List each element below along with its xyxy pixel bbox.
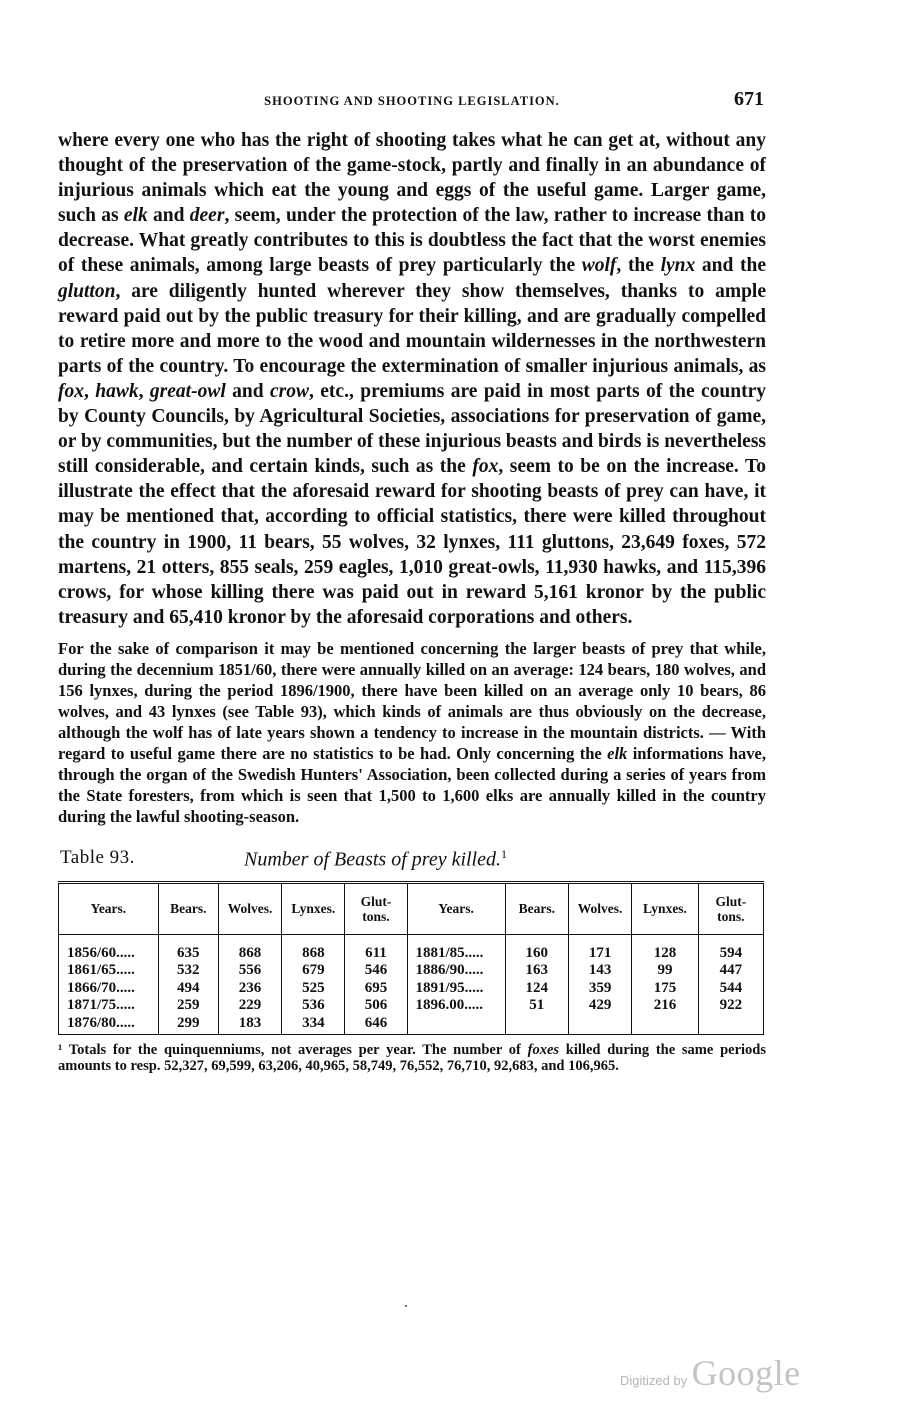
table-cell: 1866/70.....: [59, 980, 159, 998]
table-label: Table 93.: [60, 846, 135, 868]
text-run: ,: [84, 380, 96, 402]
footnote: [58, 1043, 766, 1074]
table-cell: 334: [282, 1015, 345, 1035]
table-cell: 1881/85.....: [407, 945, 505, 963]
italic-term: elk: [607, 743, 628, 763]
table-cell: 868: [218, 945, 281, 963]
table-cell: 160: [505, 945, 568, 963]
italic-term: great-owl: [149, 380, 226, 402]
table-cell: [568, 1015, 631, 1035]
table-title: [244, 847, 507, 872]
table-cell: 183: [218, 1015, 281, 1035]
column-header: Bears.: [505, 882, 568, 934]
text-run: For the sake of comparison it may be mentioned concerning the larger beasts of prey that while, during the decennium 1851/60, there were annually killed on an average: 124 bears, 180 wolves, and 156 lynxes, during the period 1896/1900, there have been killed on an average only 10 bears, 86 wolves, and 43 lynxes (see Table 93), which kinds of animals are thus obviously on the decrease, although the wolf has of late years shown a tendency to increase in the mountain districts. — With regard to useful game there are no statistics to be had. Only concerning the: [58, 638, 771, 763]
table-cell: 594: [698, 945, 763, 963]
table-cell: 1886/90.....: [407, 962, 505, 980]
column-header: Years.: [59, 882, 159, 934]
italic-term: deer: [189, 205, 225, 227]
italic-term: elk: [123, 205, 148, 227]
italic-term: lynx: [660, 255, 696, 277]
column-header: Bears.: [158, 882, 218, 934]
italic-term: fox: [58, 380, 84, 402]
text-run: where every one who has the right of shooting takes what he can get at, without any thought of the preservation of the game-stock, partly and finally in an abundance of injurious animals which eat the young and eggs of the useful game. Larger game, such as: [58, 130, 771, 227]
page-number: 671: [734, 88, 764, 110]
table-cell: [407, 1015, 505, 1035]
table-cell: 646: [345, 1015, 407, 1035]
text-run: and the: [695, 255, 771, 277]
table-cell: 679: [282, 962, 345, 980]
comparison-paragraph: [58, 638, 771, 827]
text-run: ,: [138, 380, 150, 402]
text-run: informations have, through the organ of the Swedish Hunters' Association, been collected during a series of years from the State foresters, from which is seen that 1,500 to 1,600 elks are annually killed in the country during the lawful shooting-season.: [58, 743, 771, 826]
running-title: SHOOTING AND SHOOTING LEGISLATION.: [264, 94, 560, 108]
table-cell: 299: [158, 1015, 218, 1035]
watermark-prefix: Digitized by: [620, 1373, 688, 1388]
table-cell: 51: [505, 997, 568, 1015]
table-cell: 536: [282, 997, 345, 1015]
text-run: killed during the same periods amounts to resp. 52,327, 69,599, 63,206, 40,965, 58,749, 76,552, 76,710, 92,683, and 106,965.: [58, 1042, 766, 1074]
table-title-footnote-mark: 1: [501, 846, 507, 861]
table-cell: 447: [698, 962, 763, 980]
table-cell: 1876/80.....: [59, 1015, 159, 1035]
table-cell: 171: [568, 945, 631, 963]
table-cell: 175: [632, 980, 698, 998]
table-row: [59, 997, 764, 1015]
table-cell: 1871/75.....: [59, 997, 159, 1015]
beasts-of-prey-table: [58, 881, 764, 1036]
table-cell: [632, 1015, 698, 1035]
column-header: Lynxes.: [282, 882, 345, 934]
italic-term: fox: [472, 456, 499, 478]
italic-term: hawk: [95, 380, 139, 402]
table-body: [59, 934, 764, 1035]
table-cell: 1896.00.....: [407, 997, 505, 1015]
column-header: Wolves.: [218, 882, 281, 934]
table-cell: 544: [698, 980, 763, 998]
google-logo: Google: [691, 1353, 801, 1393]
column-header: Lynxes.: [632, 882, 698, 934]
table-cell: 506: [345, 997, 407, 1015]
table-row: [59, 980, 764, 998]
italic-term: glutton: [58, 280, 116, 302]
table-header-row: [59, 882, 764, 934]
table-cell: 143: [568, 962, 631, 980]
table-cell: 546: [345, 962, 407, 980]
italic-term: crow: [270, 380, 309, 402]
text-run: and: [225, 380, 270, 402]
column-header: Glut- tons.: [345, 882, 407, 934]
table-spacer-row: [59, 934, 764, 945]
text-run: , are diligently hunted wherever they show themselves, thanks to ample reward paid out by the public treasury for their killing, and are gradually compelled to retire more and more to the wood and mountain wildernesses in the northwestern parts of the country. To encourage the extermination of smaller injurious animals, as: [58, 280, 771, 377]
table-row: [59, 962, 764, 980]
body-paragraph: [58, 128, 771, 630]
table-cell: 556: [218, 962, 281, 980]
table-cell: 1861/65.....: [59, 962, 159, 980]
ink-speck: [405, 1305, 407, 1307]
table-cell: 128: [632, 945, 698, 963]
text-run: , etc., premiums are paid in most parts of the country by County Councils, by Agricultural Societies, associations for preservation of game, or by communities, but the number of these injurious beasts and birds is nevertheless still considerable, and certain kinds, such as the: [58, 380, 771, 478]
text-run: , the: [616, 255, 661, 277]
italic-term: foxes: [527, 1042, 560, 1059]
running-header: [58, 88, 766, 118]
table-cell: [698, 1015, 763, 1035]
column-header: Glut- tons.: [698, 882, 763, 934]
table-row: [59, 945, 764, 963]
table-cell: 124: [505, 980, 568, 998]
text-run: and: [147, 205, 190, 227]
table-cell: 494: [158, 980, 218, 998]
table-caption: [58, 847, 766, 873]
digitized-watermark: [620, 1352, 801, 1394]
table-cell: 429: [568, 997, 631, 1015]
table-cell: 695: [345, 980, 407, 998]
table-cell: 163: [505, 962, 568, 980]
table-cell: 532: [158, 962, 218, 980]
table-cell: [505, 1015, 568, 1035]
text-run: , seem to be on the increase. To illustrate the effect that the aforesaid reward for shooting beasts of prey can have, it may be mentioned that, according to official statistics, there were killed throughout the country in 1900, 11 bears, 55 wolves, 32 lynxes, 111 gluttons, 23,649 foxes, 572 martens, 21 otters, 855 seals, 259 eagles, 1,010 great-owls, 11,930 hawks, and 115,396 crows, for whose killing there was paid out in reward 5,161 kronor by the public treasury and 65,410 kronor by the aforesaid corporations and others.: [58, 456, 771, 628]
table-cell: 359: [568, 980, 631, 998]
column-header: Wolves.: [568, 882, 631, 934]
table-cell: 229: [218, 997, 281, 1015]
table-cell: 525: [282, 980, 345, 998]
table-cell: 1891/95.....: [407, 980, 505, 998]
text-run: , seem, under the protection of the law, rather to increase than to decrease. What greatly contributes to this is doubtless the fact that the worst enemies of these animals, among large beasts of prey particularly the: [58, 205, 771, 277]
table-cell: 99: [632, 962, 698, 980]
column-header: Years.: [407, 882, 505, 934]
table-cell: 868: [282, 945, 345, 963]
table-cell: 611: [345, 945, 407, 963]
table-cell: 236: [218, 980, 281, 998]
table-cell: 1856/60.....: [59, 945, 159, 963]
book-page: [58, 88, 771, 1074]
table-cell: 635: [158, 945, 218, 963]
italic-term: wolf: [581, 255, 617, 277]
table-cell: 259: [158, 997, 218, 1015]
table-title-text: Number of Beasts of prey killed.: [244, 848, 501, 871]
table-row: [59, 1015, 764, 1035]
table-cell: 216: [632, 997, 698, 1015]
text-run: ¹ Totals for the quinquenniums, not averages per year. The number of: [58, 1042, 528, 1059]
table-cell: 922: [698, 997, 763, 1015]
